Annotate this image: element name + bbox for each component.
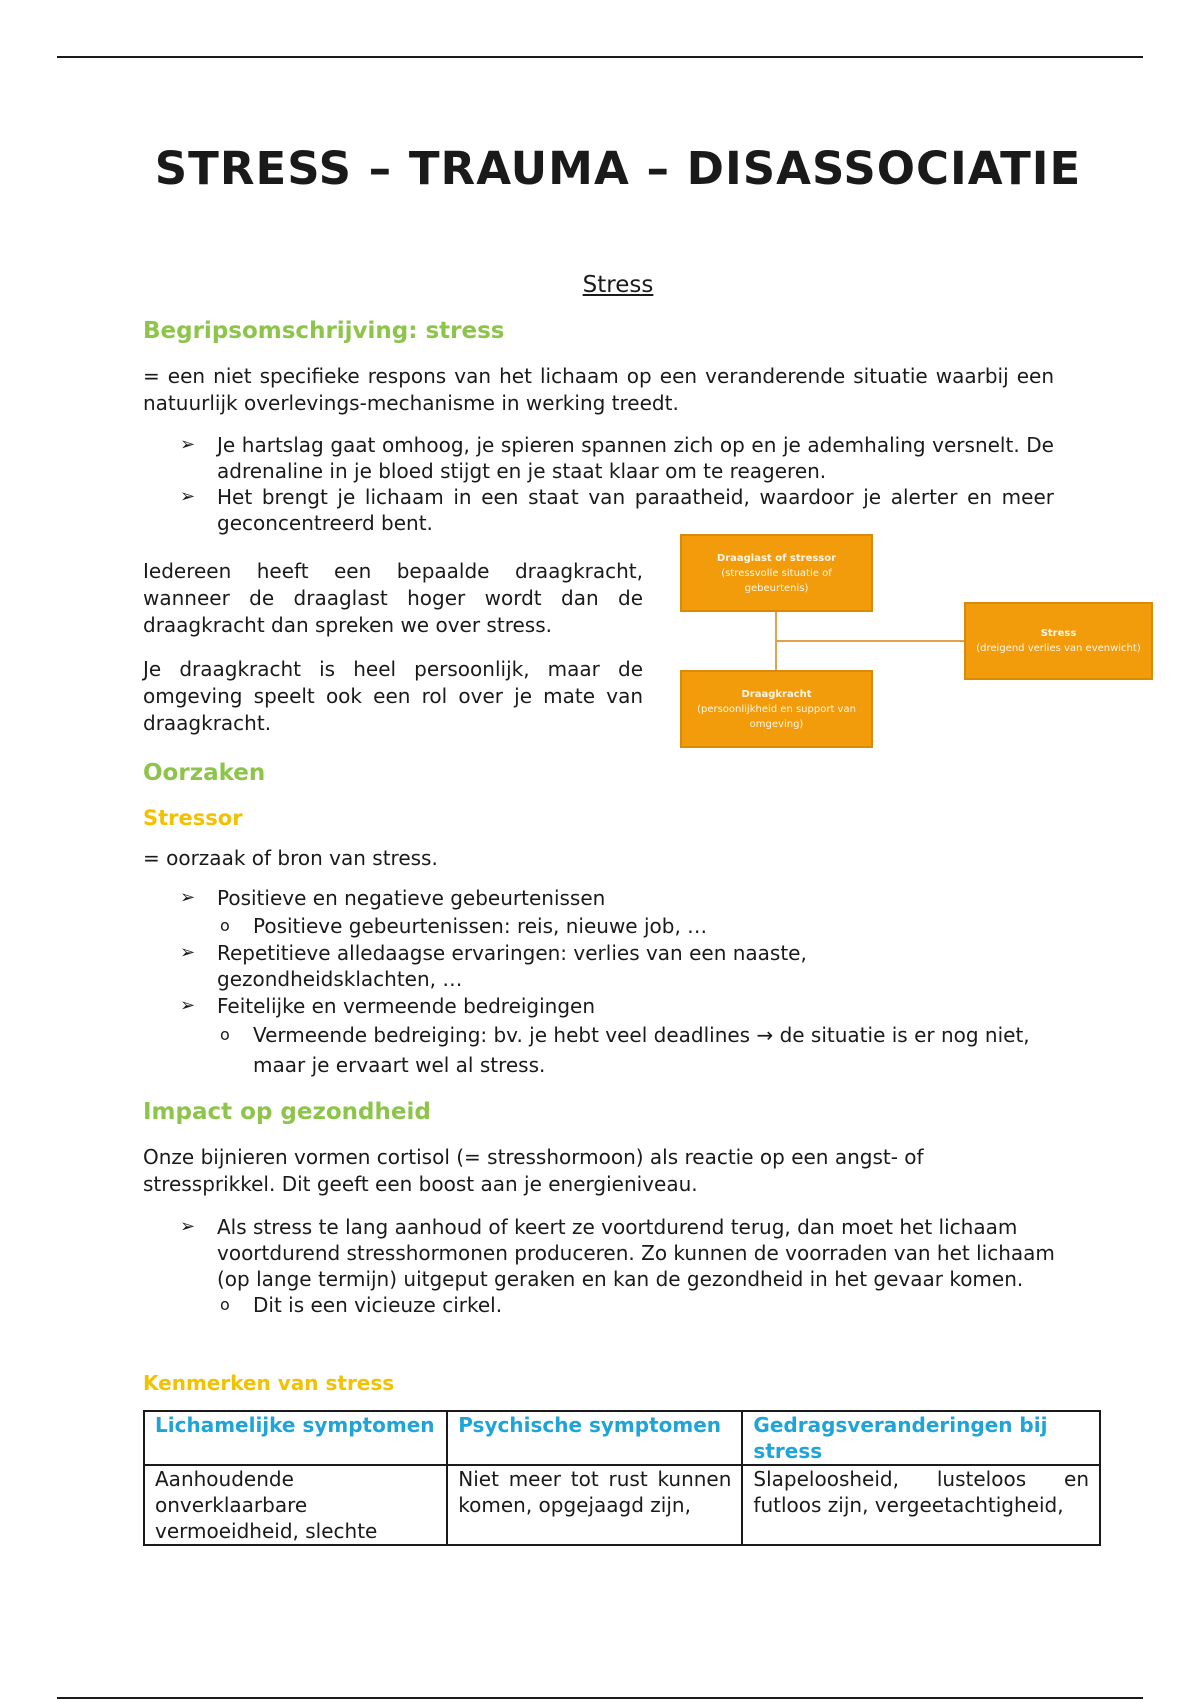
diagram-box-subtitle: (persoonlijkheid en support van omgeving) (697, 703, 856, 730)
draagkracht-diagram (680, 530, 1155, 750)
diagram-box-subtitle: (stressvolle situatie of gebeurtenis) (721, 567, 832, 594)
diagram-box-title: Draaglast of stressor (716, 552, 837, 564)
list-item: o Positieve gebeurtenissen: reis, nieuwe job, … (220, 914, 708, 938)
arrow-bullet-icon: ➢ (180, 486, 196, 507)
list-item: ➢ Als stress te lang aanhoud of keert ze voortdurend terug, dan moet het lichaam voortdurend stresshormonen produceren. Zo kunnen de voorraden van het lichaam (op lange termijn) uitgeput geraken en kan de gezondheid in het gevaar komen. o Dit is een vicieuze cirkel. (180, 1214, 1060, 1318)
table-cell: Niet meer tot rust kunnen komen, opgejaagd zijn, (447, 1465, 742, 1545)
impact-bullets (180, 1214, 1060, 1318)
arrow-bullet-icon: ➢ (180, 942, 196, 963)
list-item: ➢ Het brengt je lichaam in een staat van paraatheid, waardoor je alerter en meer geconcentreerd bent. (180, 485, 1054, 535)
heading-begripsomschrijving: Begripsomschrijving: stress (143, 318, 505, 344)
arrow-bullet-icon: ➢ (180, 434, 196, 455)
diagram-connector-horizontal (776, 640, 964, 642)
arrow-bullet-icon: ➢ (180, 887, 196, 908)
paragraph-persoonlijk: Je draagkracht is heel persoonlijk, maar de omgeving speelt ook een rol over je mate van draagkracht. (143, 657, 643, 735)
list-item: o Vermeende bedreiging: bv. je hebt veel deadlines → de situatie is er nog niet, maar je ervaart wel al stress. (180, 1020, 1060, 1080)
heading-impact: Impact op gezondheid (143, 1099, 431, 1125)
list-item: o Dit is een vicieuze cirkel. (220, 1293, 503, 1317)
definition-stressor: = oorzaak of bron van stress. (143, 846, 438, 870)
diagram-box-title: Stress (1040, 628, 1077, 639)
arrow-bullet-icon: ➢ (180, 1216, 196, 1237)
section-subtitle: Stress (582, 272, 654, 298)
heading-kenmerken: Kenmerken van stress (143, 1371, 395, 1395)
top-rule (57, 56, 1143, 58)
list-item: ➢ Repetitieve alledaagse ervaringen: verlies van een naaste, gezondheidsklachten, … (180, 941, 807, 991)
diagram-box-title: Draagkracht (741, 688, 812, 700)
diagram-box-stressor (680, 534, 873, 612)
table-header-row (144, 1411, 1100, 1465)
table-cell: Slapeloosheid, lusteloos en futloos zijn, vergeetachtigheid, (742, 1465, 1100, 1545)
table-header-cell: Gedragsveranderingen bij stress (742, 1411, 1100, 1465)
list-item: ➢ Positieve en negatieve gebeurtenissen o Positieve gebeurtenissen: reis, nieuwe job, … (180, 884, 1060, 940)
circle-bullet-icon: o (220, 916, 230, 935)
table-header-cell: Lichamelijke symptomen (144, 1411, 447, 1465)
stressor-bullets (180, 884, 1060, 1080)
stress-bullets (180, 432, 1054, 536)
table-cell: Aanhoudende onverklaarbare vermoeidheid, slechte (144, 1465, 447, 1545)
arrow-bullet-icon: ➢ (180, 995, 196, 1016)
bottom-rule (57, 1697, 1143, 1699)
heading-oorzaken: Oorzaken (143, 760, 266, 786)
paragraph-cortisol: Onze bijnieren vormen cortisol (= stresshormoon) als reactie op een angst- of stressprikkel. Dit geeft een boost aan je energieniveau. (143, 1145, 924, 1196)
list-item: ➢ Feitelijke en vermeende bedreigingen o Vermeende bedreiging: bv. je hebt veel deadlines → de situatie is er nog niet, maar je ervaart wel al stress. (180, 992, 1060, 1080)
diagram-box-stress (964, 602, 1153, 680)
diagram-box-draagkracht (680, 670, 873, 748)
table-row (144, 1465, 1100, 1545)
paragraph-draagkracht: Iedereen heeft een bepaalde draagkracht, wanneer de draaglast hoger wordt dan de draagkracht dan spreken we over stress. (143, 559, 643, 637)
table-header-cell: Psychische symptomen (447, 1411, 742, 1465)
page-title: STRESS – TRAUMA – DISASSOCIATIE (154, 142, 1082, 195)
heading-stressor: Stressor (143, 806, 243, 830)
circle-bullet-icon: o (220, 1025, 230, 1044)
circle-bullet-icon: o (220, 1295, 230, 1314)
list-item: ➢ Je hartslag gaat omhoog, je spieren spannen zich op en je ademhaling versnelt. De adrenaline in je bloed stijgt en je staat klaar om te reageren. (180, 433, 1054, 483)
definition-stress: = een niet specifieke respons van het lichaam op een veranderende situatie waarbij een natuurlijk overlevings-mechanisme in werking treedt. (143, 364, 1054, 415)
diagram-box-subtitle: (dreigend verlies van evenwicht) (976, 643, 1141, 654)
kenmerken-table (143, 1410, 1101, 1546)
